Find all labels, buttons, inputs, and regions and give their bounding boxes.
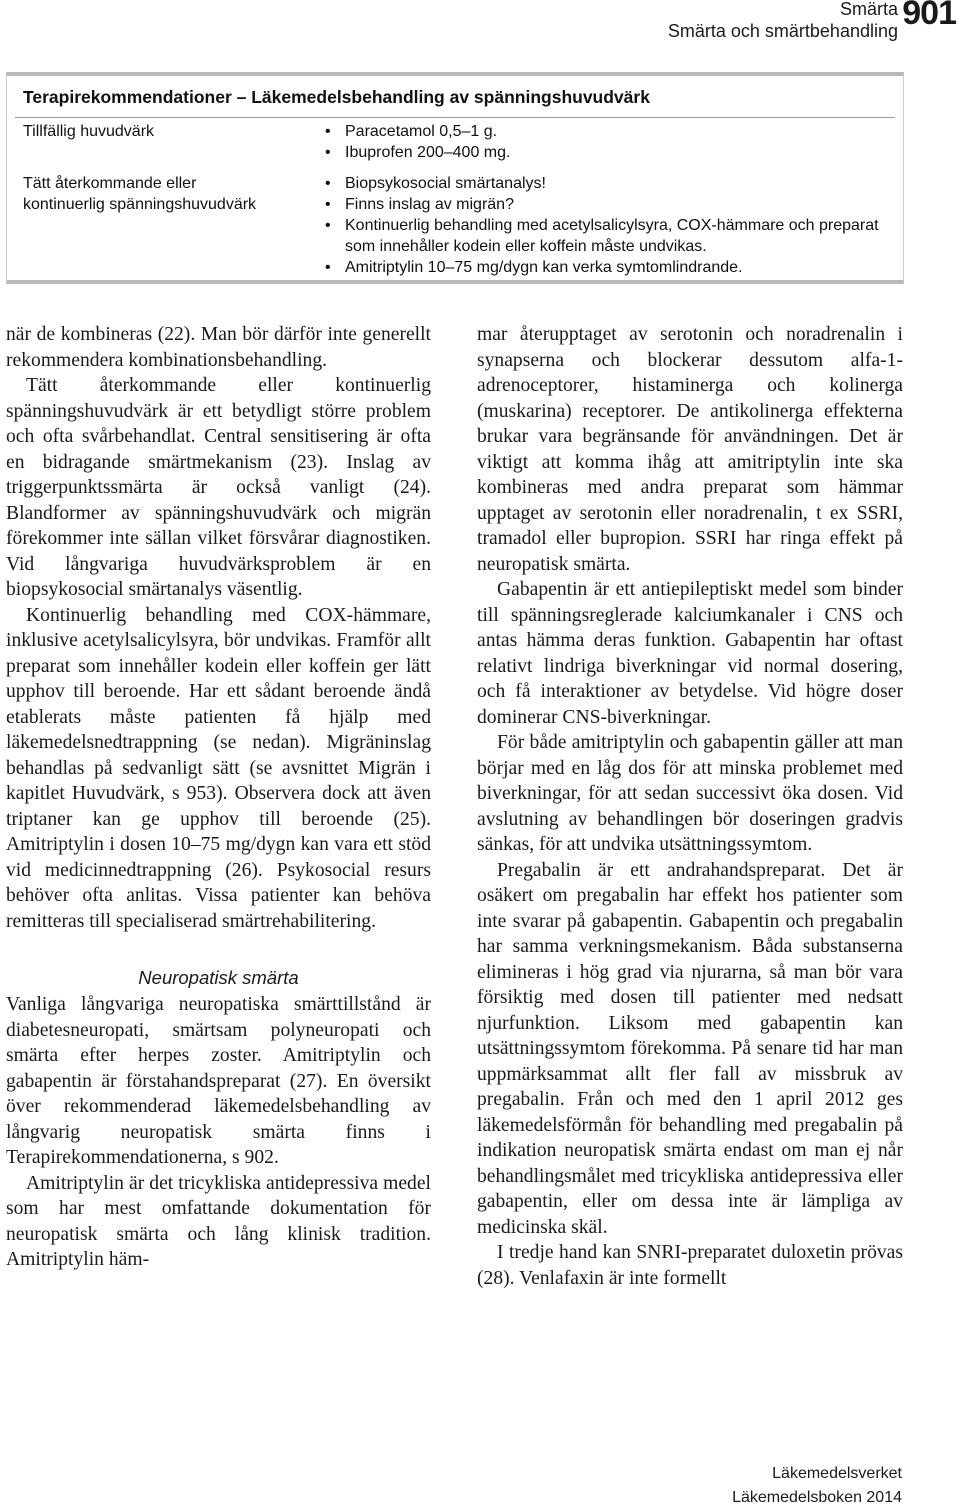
table-title: Terapirekommendationer – Läkemedelsbehandling av spänningshuvudvärk	[23, 87, 650, 107]
paragraph: när de kombineras (22). Man bör därför inte generellt rekommendera kombinationsbehandling.	[6, 324, 431, 371]
page-number: 901	[902, 0, 956, 32]
chapter-title: Smärta och smärtbehandling	[667, 21, 898, 41]
table-row-label-continuous	[23, 173, 256, 215]
paragraph: Tätt återkommande eller kontinuerlig spänningshuvudvärk är ett betydligt större problem och ofta svårbehandlat. Central sensitisering är ofta en bidragande smärtmekanism (23). Inslag av triggerpunktssmärta är också vanligt (24). Blandformer av spänningshuvudvärk och migrän förekommer inte sällan vilket försvårar diagnostiken. Vid långvariga huvudvärksproblem är en biopsykosocial smärtanalys väsentlig.	[6, 375, 431, 600]
paragraph: Kontinuerlig behandling med COX-hämmare, inklusive acetylsalicylsyra, bör undvikas. Framför allt preparat som innehåller kodein eller koffein ger lätt upphov till beroende. Har ett sådant beroende ändå etablerats måste patienten få hjälp med läkemedelsnedtrappning (se nedan). Migräninslag behandlas på sedvanligt sätt (se avsnittet Migrän i kapitlet Huvudvärk, s 953). Observera dock att även triptaner kan ge upphov till beroende (25). Amitriptylin i dosen 10–75 mg/dygn kan vara ett stöd vid medicinnedtrappning (26). Psykosocial resurs behöver ofta anlitas. Vissa patienter kan behöva remitteras till specialiserad smärtrehabilitering.	[6, 604, 431, 932]
therapy-recommendation-table	[6, 72, 904, 284]
paragraph: För både amitriptylin och gabapentin gäller att man börjar med en låg dos för att minska problemet med biverkningar, för att sedan successivt öka dosen. Vid avslutning av behandlingen bör doseringen gradvis sänkas, för att undvika utsättningssymtom.	[477, 732, 903, 855]
publisher-name: Läkemedelsverket	[772, 1465, 902, 1482]
section-title: Smärta	[839, 0, 898, 19]
paragraph: Gabapentin är ett antiepileptiskt medel som binder till spänningsreglerade kalciumkanaler i CNS och antas hämma deras funktion. Gabapentin har oftast relativt lindriga biverkningar vid normal dosering, och få interaktioner av betydelse. Vid högre doser dominerar CNS-biverkningar.	[477, 579, 903, 728]
section-heading: Neuropatisk smärta	[138, 967, 299, 988]
list-item: • Ibuprofen 200–400 mg.	[321, 142, 891, 163]
list-item: • Kontinuerlig behandling med acetylsalicylsyra, COX-hämmare och preparat som innehåller kodein eller koffein måste undvikas.	[321, 215, 891, 257]
book-title: Läkemedelsboken 2014	[732, 1489, 902, 1506]
list-item: • Finns inslag av migrän?	[321, 194, 891, 215]
left-text-column	[6, 322, 431, 1273]
paragraph: mar återupptaget av serotonin och noradrenalin i synapserna och blockerar dessutom alfa-1-adrenoceptorer, histaminerga och kolinerga (muskarina) receptorer. De antikolinerga effekterna brukar vara begränsande för användningen. Det är viktigt att komma ihåg att amitriptylin inte ska kombineras med andra preparat som hämmar upptaget av serotonin eller noradrenalin, t ex SSRI, tramadol eller bupropion. SSRI har ringa effekt på neuropatisk smärta.	[477, 324, 903, 575]
paragraph: Pregabalin är ett andrahandspreparat. Det är osäkert om pregabalin har effekt hos patienter som inte svarar på gabapentin. Gabapentin och pregabalin har samma verkningsmekanism. Båda substanserna elimineras i hög grad via njurarna, så man bör vara försiktig med dosen till patienter med nedsatt njurfunktion. Liksom med gabapentin kan utsättningssymtom förekomma. På senare tid har man uppmärksammat allt fler fall av missbruk av pregabalin. Från och med den 1 april 2012 ges läkemedelsförmån för behandling med pregabalin på indikation neuropatisk smärta endast om man ej når behandlingsmålet med tricykliska antidepressiva eller gabapentin, eller om dessa inte är lämpliga av medicinska skäl.	[477, 859, 903, 1238]
paragraph: I tredje hand kan SNRI-preparatet duloxetin prövas (28). Venlafaxin är inte formellt	[477, 1242, 903, 1289]
table-row-items-continuous	[321, 173, 891, 278]
paragraph: Amitriptylin är det tricykliska antidepressiva medel som har mest omfattande dokumentation för neuropatisk smärta och lång klinisk tradition. Amitriptylin häm-	[6, 1172, 431, 1270]
right-text-column	[477, 322, 903, 1291]
list-item: • Biopsykosocial smärtanalys!	[321, 173, 891, 194]
label-line: kontinuerlig spänningshuvudvärk	[23, 196, 257, 213]
table-divider	[15, 117, 895, 118]
running-header	[668, 0, 898, 42]
paragraph: Vanliga långvariga neuropatiska smärttillstånd är diabetesneuropati, smärtsam polyneuropati och smärta efter herpes zoster. Amitriptylin och gabapentin är förstahandspreparat (27). En översikt över rekommenderad läkemedelsbehandling av långvarig neuropatisk smärta finns i Terapirekommendationerna, s 902.	[6, 994, 431, 1168]
page-footer	[732, 1462, 902, 1510]
table-row-items-occasional	[321, 121, 891, 163]
label-line: Tätt återkommande eller	[23, 175, 197, 192]
list-item: • Amitriptylin 10–75 mg/dygn kan verka symtomlindrande.	[321, 257, 891, 278]
table-row-label-occasional	[23, 121, 154, 142]
label-line: Tillfällig huvudvärk	[23, 123, 155, 140]
list-item: • Paracetamol 0,5–1 g.	[321, 121, 891, 142]
